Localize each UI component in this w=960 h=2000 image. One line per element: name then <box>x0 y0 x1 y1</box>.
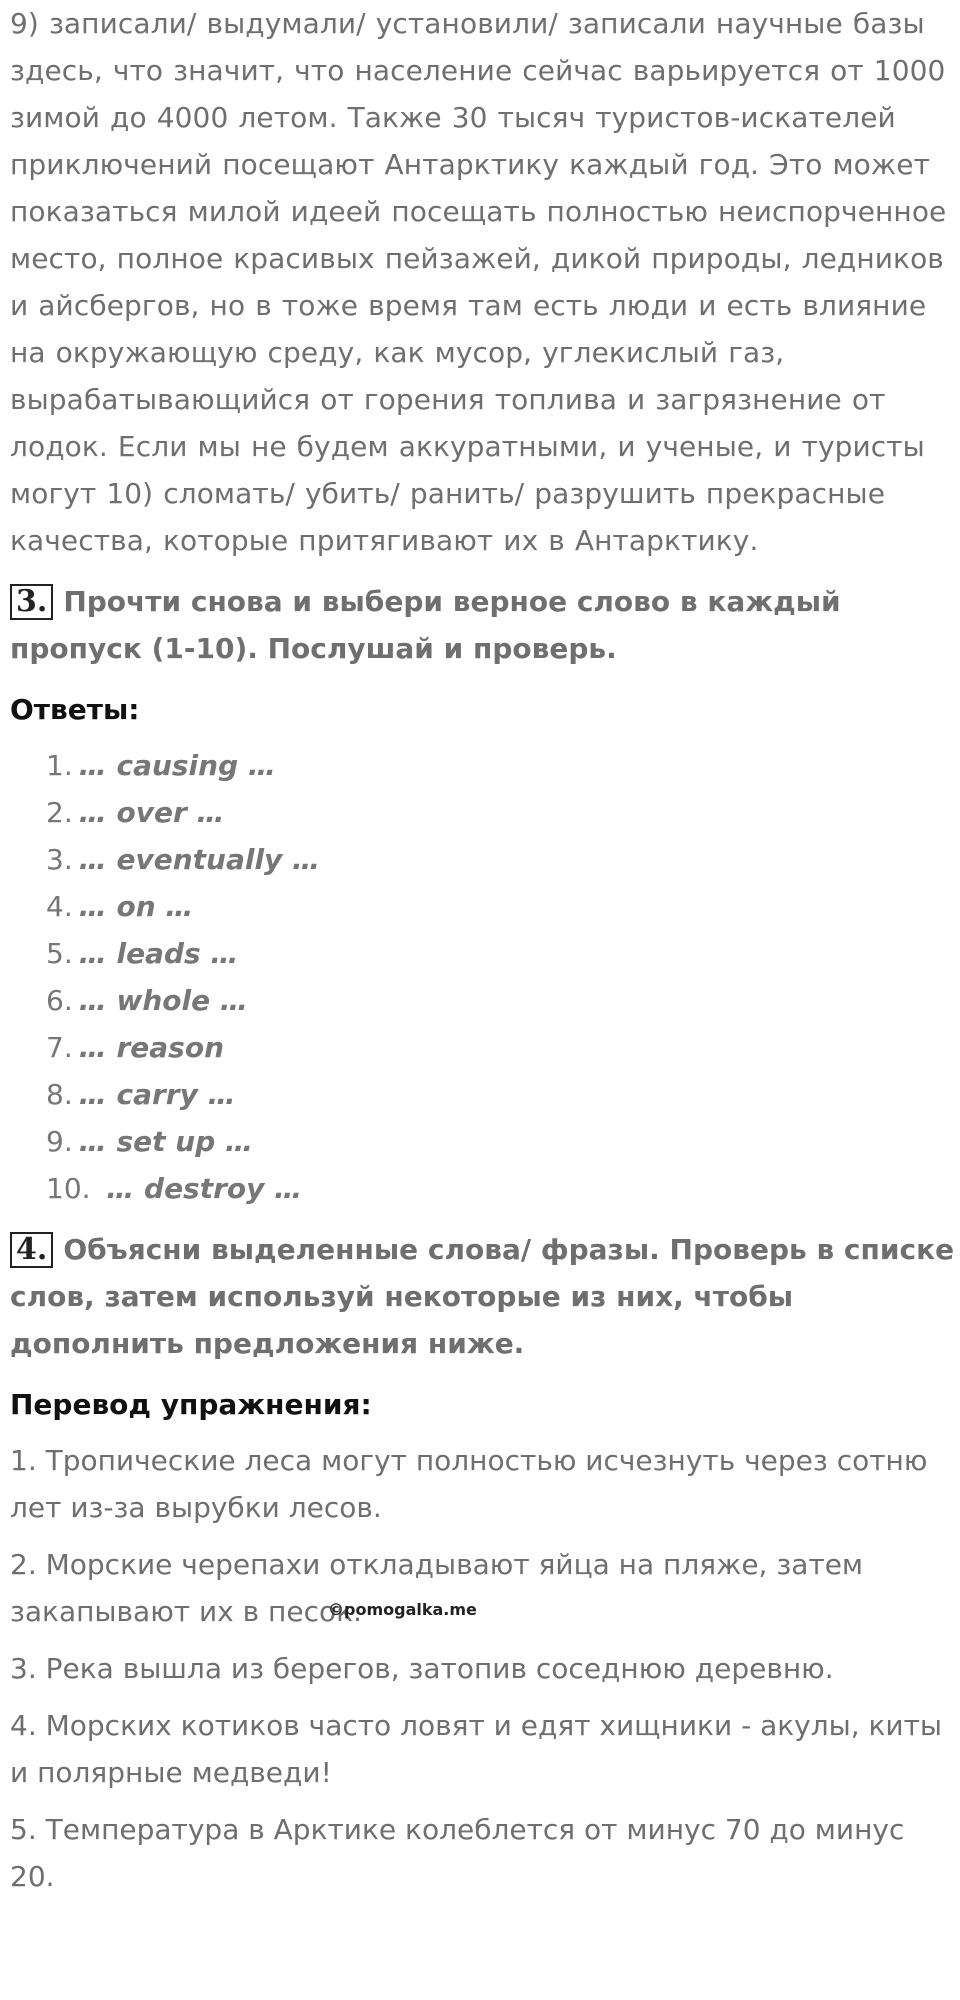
list-item: 6. … whole … <box>46 984 248 1017</box>
translation-item: 2. Морские черепахи откладывают яйца на пляже, затем закапывают их в песок. <box>10 1548 864 1628</box>
document-page <box>10 0 955 1910</box>
translation-item: 4. Морских котиков часто ловят и едят хищники - акулы, киты и полярные медведи! <box>10 1709 943 1789</box>
translation-heading: Перевод упражнения: <box>10 1388 372 1421</box>
list-item: 9. … set up … <box>46 1125 253 1158</box>
translation-item: 3. Река вышла из берегов, затопив соседнюю деревню. <box>10 1652 834 1685</box>
list-item: 4. … on … <box>46 890 194 923</box>
answers-list <box>10 742 955 1212</box>
list-item: 7. … reason <box>46 1031 224 1064</box>
task-4-text: Объясни выделенные слова/ фразы. Проверь в списке слов, затем используй некоторые из них, чтобы дополнить предложения ниже. <box>10 1233 955 1360</box>
list-item: 1. … causing … <box>46 749 276 782</box>
task-4-number: 4. <box>10 1232 53 1268</box>
watermark: ©pomogalka.me <box>328 1600 477 1619</box>
task-3 <box>10 578 955 672</box>
intro-paragraph: 9) записали/ выдумали/ установили/ записали научные базы здесь, что значит, что население сейчас варьируется от 1000 зимой до 4000 летом. Также 30 тысяч туристов-искателей приключений посещают Антарктику каждый год. Это может показаться милой идеей посещать полностью неиспорченное место, полное красивых пейзажей, дикой природы, ледников и айсбергов, но в тоже время там есть люди и есть влияние на окружающую среду, как мусор, углекислый газ, вырабатывающийся от горения топлива и загрязнение от лодок. Если мы не будем аккуратными, и ученые, и туристы могут 10) сломать/ убить/ ранить/ разрушить прекрасные качества, которые притягивают их в Антарктику. <box>10 7 947 557</box>
list-item: 3. … eventually … <box>46 843 321 876</box>
list-item: 8. … carry … <box>46 1078 236 1111</box>
answers-heading: Ответы: <box>10 693 140 726</box>
task-4 <box>10 1226 955 1367</box>
translation-item: 5. Температура в Арктике колеблется от минус 70 до минус 20. <box>10 1813 905 1893</box>
list-item: 5. … leads … <box>46 937 239 970</box>
list-item: 10. … destroy … <box>46 1172 303 1205</box>
task-3-text: Прочти снова и выбери верное слово в каждый пропуск (1-10). Послушай и проверь. <box>10 585 841 665</box>
list-item: 2. … over … <box>46 796 225 829</box>
translation-item: 1. Тропические леса могут полностью исчезнуть через сотню лет из-за вырубки лесов. <box>10 1444 928 1524</box>
task-3-number: 3. <box>10 584 53 620</box>
